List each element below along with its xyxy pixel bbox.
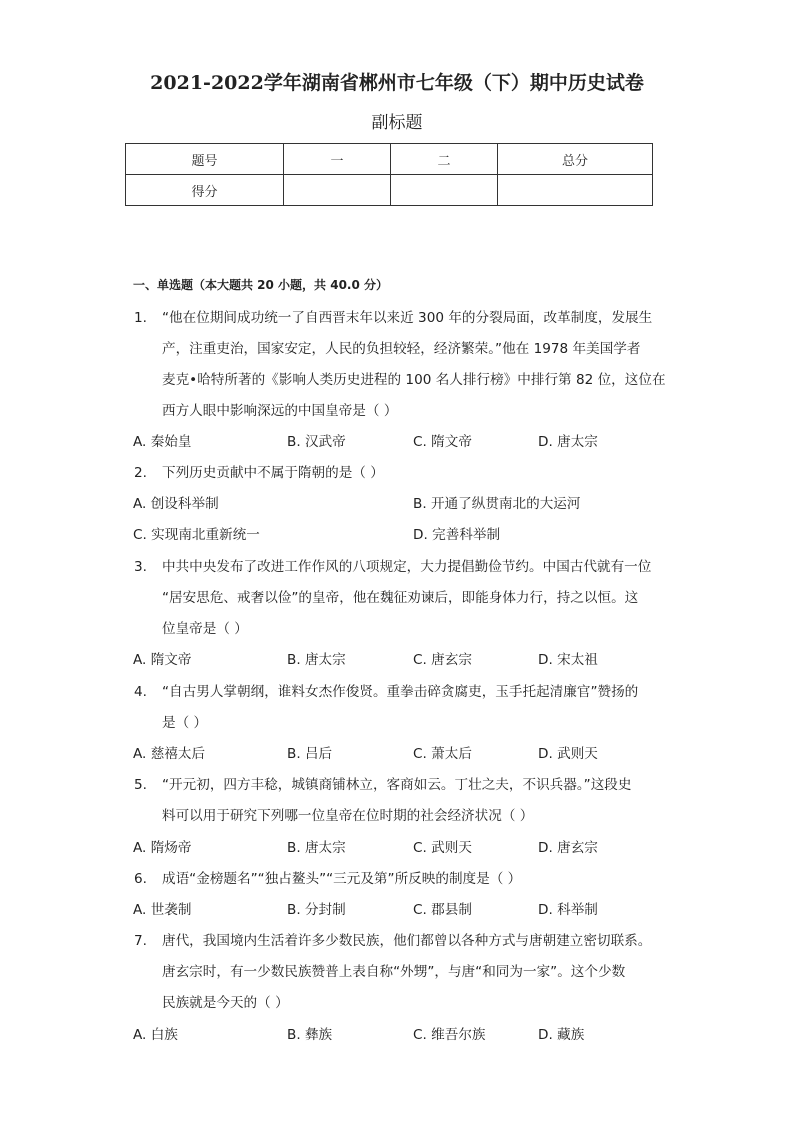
question-number: 4. [134, 684, 147, 700]
question-number: 7. [134, 933, 147, 949]
score-row-label: 得分 [126, 175, 284, 206]
option-a[interactable]: A. 世袭制 [133, 902, 192, 918]
question-text-line: 是（ ） [162, 715, 208, 731]
question-text-line: 产，注重吏治，国家安定，人民的负担较轻，经济繁荣。”他在 1978 年美国学者 [162, 341, 641, 357]
option-c[interactable]: C. 武则天 [413, 840, 472, 856]
option-d[interactable]: D. 宋太祖 [538, 652, 598, 668]
question-text-line: 料可以用于研究下列哪一位皇帝在位时期的社会经济状况（ ） [162, 808, 534, 824]
question-number: 2. [134, 465, 147, 481]
option-b[interactable]: B. 唐太宗 [287, 840, 346, 856]
option-c[interactable]: C. 唐玄宗 [413, 652, 472, 668]
option-d[interactable]: D. 藏族 [538, 1027, 585, 1043]
question-text-line: “自古男人掌朝纲，谁料女杰作俊贤。重拳击碎贪腐吏，玉手托起清廉官”赞扬的 [162, 684, 639, 700]
option-c[interactable]: C. 萧太后 [413, 746, 472, 762]
option-b[interactable]: B. 汉武帝 [287, 434, 346, 450]
question-number: 3. [134, 559, 147, 575]
option-d[interactable]: D. 武则天 [538, 746, 598, 762]
question-number: 5. [134, 777, 147, 793]
option-c[interactable]: C. 实现南北重新统一 [133, 527, 260, 543]
question-text-line: 唐玄宗时，有一少数民族赞普上表自称“外甥”，与唐“和同为一家”。这个少数 [162, 964, 626, 980]
question-text-line: 麦克•哈特所著的《影响人类历史进程的 100 名人排行榜》中排行第 82 位，这位在 [162, 372, 666, 388]
option-a[interactable]: A. 白族 [133, 1027, 178, 1043]
option-b[interactable]: B. 分封制 [287, 902, 346, 918]
question-text-line: 成语“金榜题名”“独占鳌头”“三元及第”所反映的制度是（ ） [162, 871, 522, 887]
score-header-cell-question-no: 题号 [126, 144, 284, 175]
score-cell-part-1[interactable] [284, 175, 391, 206]
option-b[interactable]: B. 开通了纵贯南北的大运河 [413, 496, 581, 512]
score-header-cell-part-1: 一 [284, 144, 391, 175]
option-c[interactable]: C. 隋文帝 [413, 434, 472, 450]
question-number: 1. [134, 310, 147, 326]
option-d[interactable]: D. 唐太宗 [538, 434, 598, 450]
option-d[interactable]: D. 完善科举制 [413, 527, 501, 543]
question-text-line: “居安思危、戒奢以俭”的皇帝，他在魏征劝谏后，即能身体力行，持之以恒。这 [162, 590, 639, 606]
question-text-line: “开元初，四方丰稔，城镇商铺林立，客商如云。丁壮之夫，不识兵器。”这段史 [162, 777, 632, 793]
option-a[interactable]: A. 慈禧太后 [133, 746, 206, 762]
option-b[interactable]: B. 吕后 [287, 746, 333, 762]
question-text-line: 唐代，我国境内生活着许多少数民族，他们都曾以各种方式与唐朝建立密切联系。 [162, 933, 652, 949]
option-c[interactable]: C. 维吾尔族 [413, 1027, 486, 1043]
option-a[interactable]: A. 秦始皇 [133, 434, 192, 450]
section-heading: 一、单选题（本大题共 20 小题，共 40.0 分） [133, 278, 389, 292]
question-text-line: “他在位期间成功统一了自西晋末年以来近 300 年的分裂局面，改革制度，发展生 [162, 310, 653, 326]
exam-subtitle: 副标题 [371, 113, 423, 133]
exam-title: 2021-2022学年湖南省郴州市七年级（下）期中历史试卷 [150, 72, 644, 94]
score-cell-part-2[interactable] [391, 175, 498, 206]
score-header-cell-total: 总分 [498, 144, 653, 175]
question-number: 6. [134, 871, 147, 887]
option-d[interactable]: D. 唐玄宗 [538, 840, 598, 856]
score-table-header-row [126, 144, 653, 175]
question-text-line: 下列历史贡献中不属于隋朝的是（ ） [162, 465, 384, 481]
score-table [125, 143, 653, 206]
option-a[interactable]: A. 隋炀帝 [133, 840, 192, 856]
option-a[interactable]: A. 隋文帝 [133, 652, 192, 668]
question-text-line: 西方人眼中影响深远的中国皇帝是（ ） [162, 403, 398, 419]
question-text-line: 位皇帝是（ ） [162, 621, 248, 637]
score-header-cell-part-2: 二 [391, 144, 498, 175]
option-b[interactable]: B. 彝族 [287, 1027, 333, 1043]
question-text-line: 民族就是今天的（ ） [162, 995, 289, 1011]
score-cell-total[interactable] [498, 175, 653, 206]
option-a[interactable]: A. 创设科举制 [133, 496, 219, 512]
score-table-score-row [126, 175, 653, 206]
option-c[interactable]: C. 郡县制 [413, 902, 472, 918]
option-b[interactable]: B. 唐太宗 [287, 652, 346, 668]
question-text-line: 中共中央发布了改进工作作风的八项规定，大力提倡勤俭节约。中国古代就有一位 [162, 559, 652, 575]
option-d[interactable]: D. 科举制 [538, 902, 598, 918]
